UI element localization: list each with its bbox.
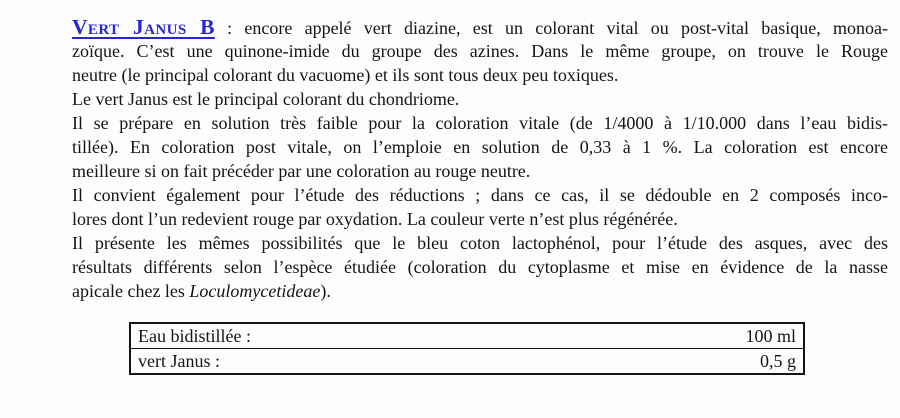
table-row	[130, 323, 804, 349]
text-line: tillée). En coloration post vitale, on l’emploie en solution de 0,33 à 1 %. La coloration est encore	[72, 137, 888, 157]
text-line-start: apicale chez les	[72, 281, 190, 301]
text-line: Il convient également pour l’étude des réductions ; dans ce cas, il se dédouble en 2 composés inco-	[72, 185, 888, 205]
text-line: Il se prépare en solution très faible pour la coloration vitale (de 1/4000 à 1/10.000 dans l’eau bidis-	[72, 113, 888, 133]
text-line-end: ).	[320, 281, 331, 301]
ingredient-amount: 100 ml	[745, 326, 796, 346]
text-line: Il présente les mêmes possibilités que le bleu coton lactophénol, pour l’étude des asques, avec des	[72, 233, 888, 253]
table-row	[130, 349, 804, 375]
text-line: neutre (le principal colorant du vacuome) et ils sont tous deux peu toxiques.	[72, 65, 619, 85]
text-line: zoïque. C’est une quinone-imide du groupe des azines. Dans le même groupe, on trouve le Rouge	[72, 41, 888, 61]
ingredient-label: Eau bidistillée :	[138, 326, 251, 346]
ingredient-amount: 0,5 g	[576, 349, 804, 375]
recipe-table-container	[129, 322, 900, 375]
ingredient-label: vert Janus :	[130, 349, 576, 375]
text-line-rest: : encore appelé vert diazine, est un colorant vital ou post-vital basique, monoa-	[214, 18, 888, 38]
recipe-table	[129, 322, 805, 375]
page-title: Vert Janus B	[72, 15, 215, 39]
species-name-italic: Loculomycetideae	[189, 281, 321, 301]
text-line: résultats différents selon l’espèce étudiée (coloration du cytoplasme et mise en évidence de la nasse	[72, 257, 888, 277]
text-line: lores dont l’un redevient rouge par oxydation. La couleur verte n’est plus régénérée.	[72, 209, 678, 229]
text-line	[72, 279, 888, 303]
text-line: Le vert Janus est le principal colorant du chondriome.	[72, 89, 460, 109]
text-line: meilleure si on fait précéder par une coloration au rouge neutre.	[72, 161, 531, 181]
text-line	[72, 15, 888, 39]
